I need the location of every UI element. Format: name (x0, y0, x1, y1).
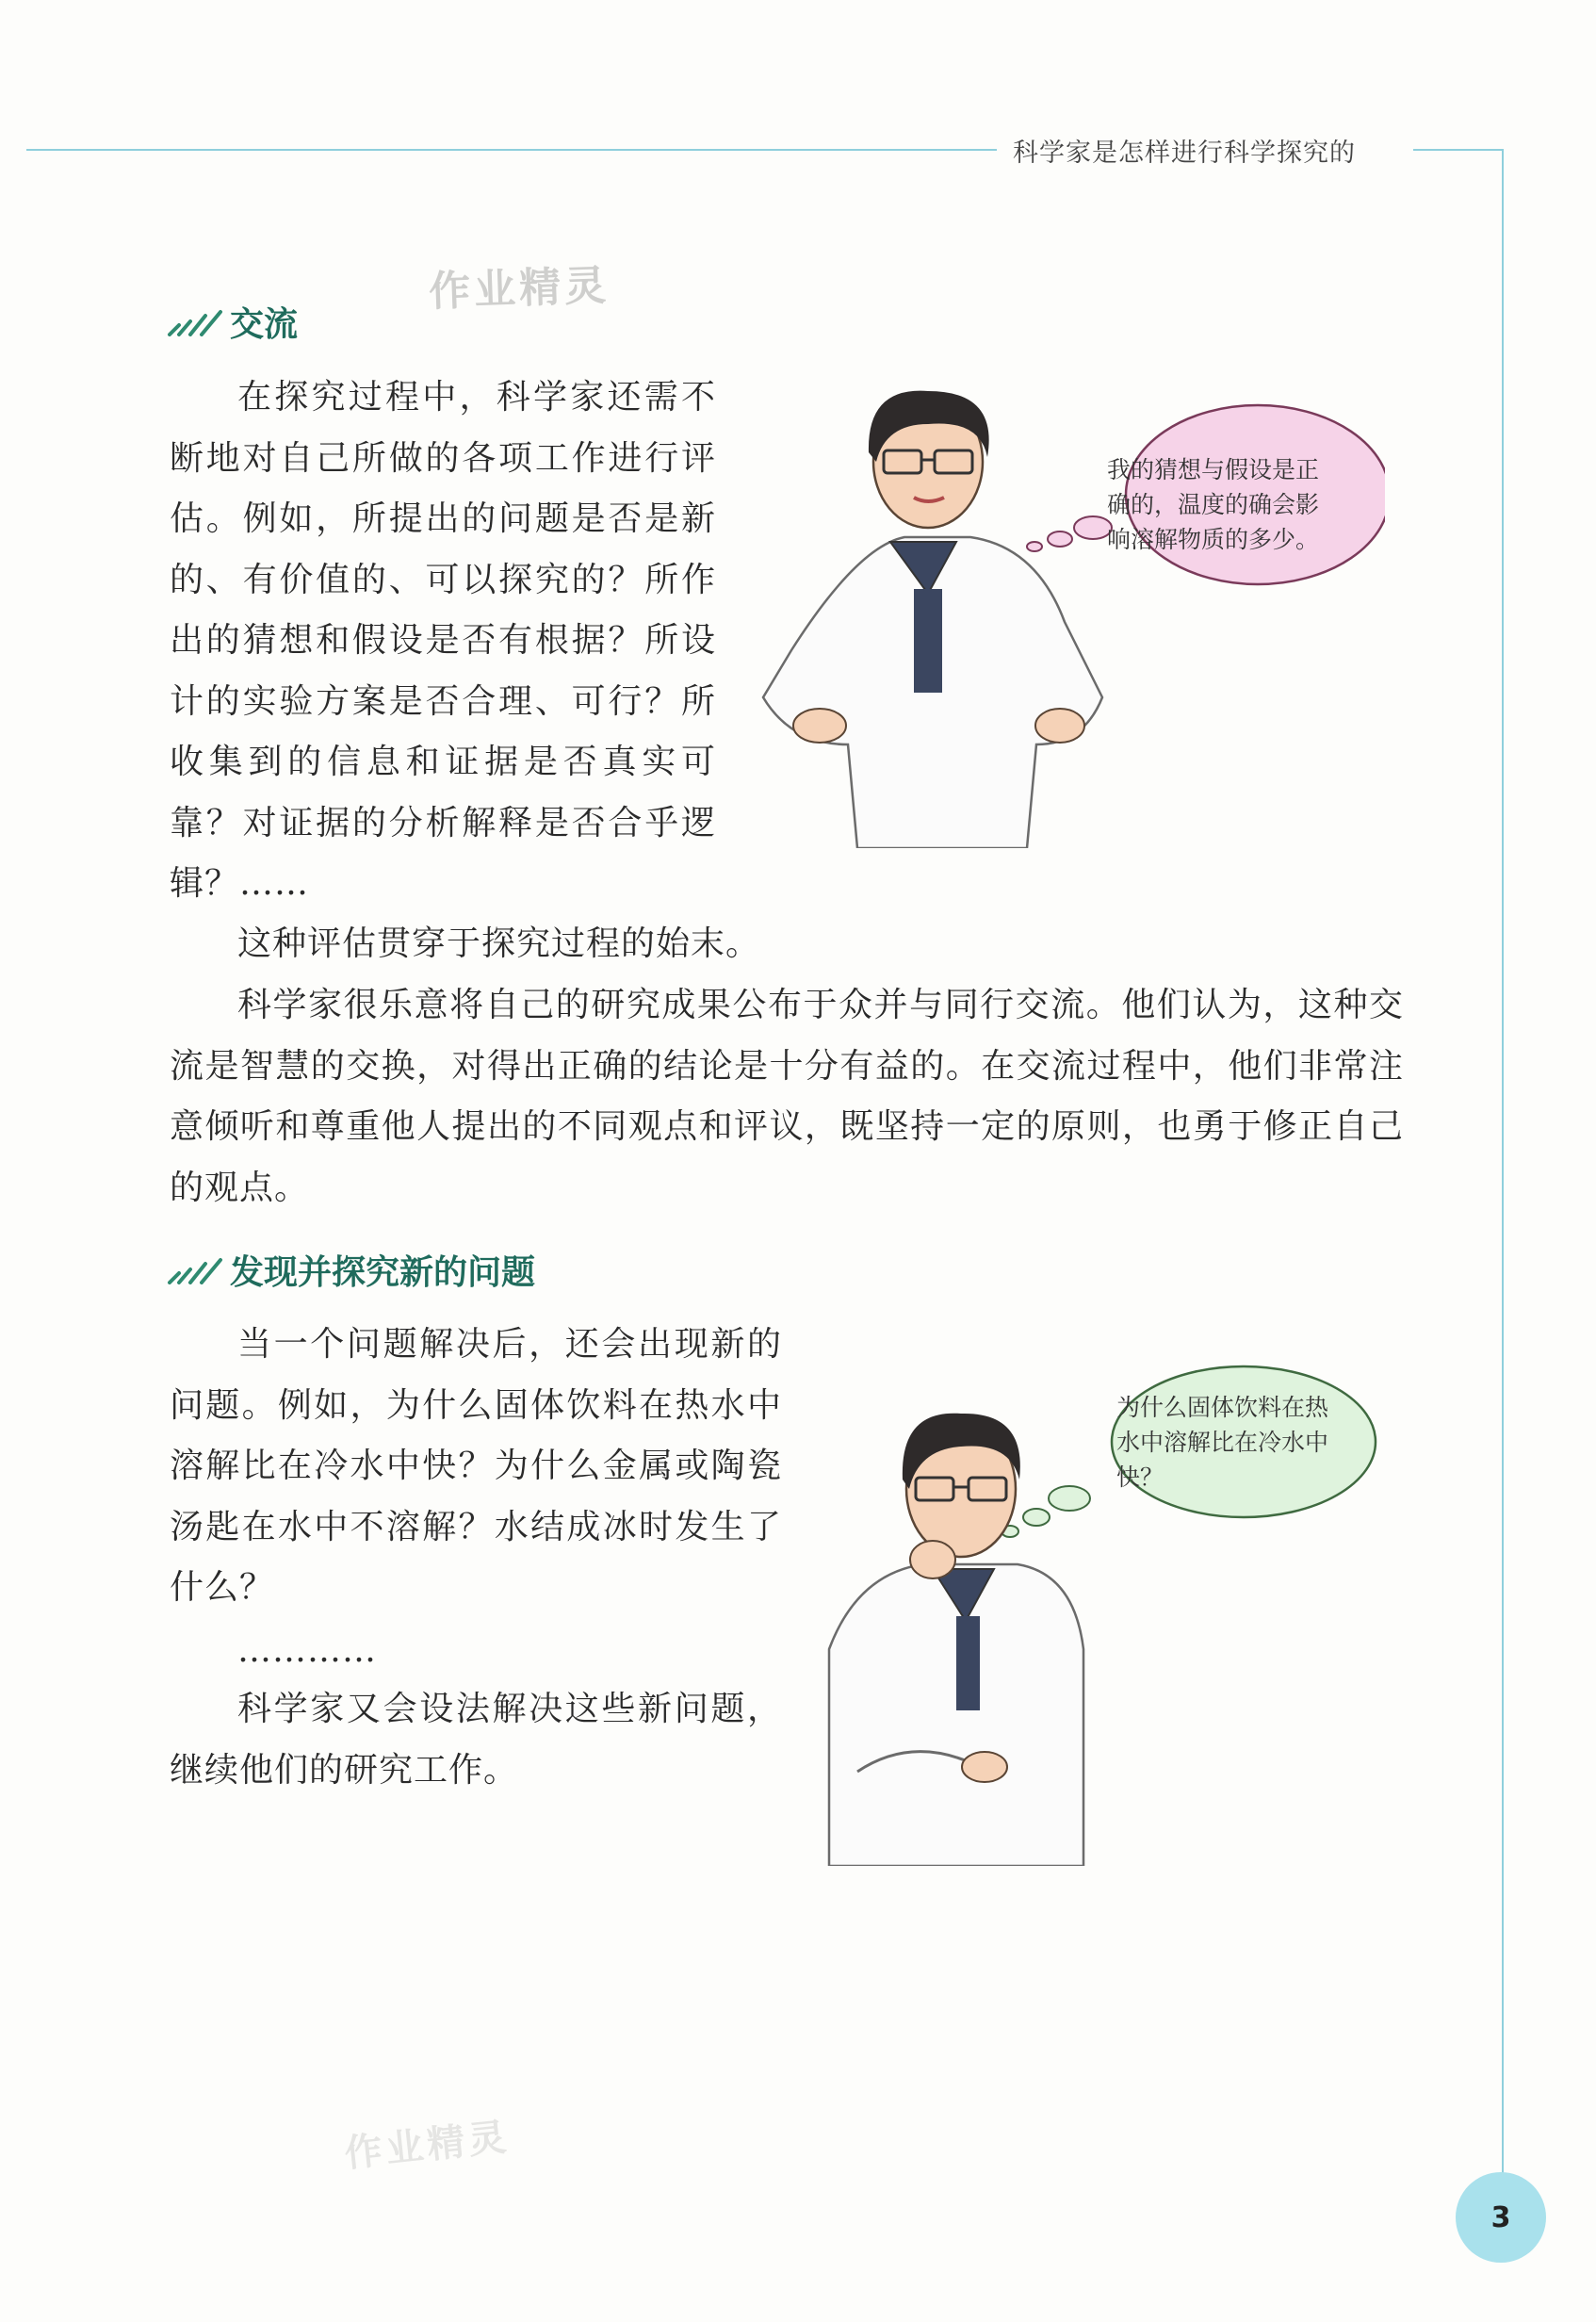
paragraph-continue-research: 科学家又会设法解决这些新问题，继续他们的研究工作。 (170, 1690, 782, 1790)
section-heading-new-questions (166, 1246, 535, 1294)
header-rule-left (26, 149, 997, 151)
watermark-middle: 作业精灵 (342, 2115, 513, 2177)
paragraph-evaluation: 在探究过程中，科学家还需不断地对自己所做的各项工作进行评估。例如，所提出的问题是否是新的、有价值的、可以探究的？所作出的猜想和假设是否有根据？所设计的实验方案是否合理、可行？所收集到的信息和证据是否真实可靠？对证据的分析解释是否合乎逻辑？…… (170, 378, 716, 903)
header-rule-right (1413, 149, 1503, 151)
thought-bubble-text-1: 我的猜想与假设是正确的，温度的确会影响溶解物质的多少。 (1107, 456, 1320, 553)
page-number: 3 (1456, 2172, 1546, 2263)
running-head-title: 科学家是怎样进行科学探究的 (1013, 139, 1356, 168)
section-heading-communication (166, 298, 298, 346)
paragraph-communication: 科学家很乐意将自己的研究成果公布于众并与同行交流。他们认为，这种交流是智慧的交换，对得出正确的结论是十分有益的。在交流过程中，他们非常注意倾听和尊重他人提出的不同观点和评议，既坚持一定的原则，也勇于修正自己的观点。 (170, 986, 1404, 1207)
slash-decoration-icon (166, 308, 224, 336)
paragraph-evaluation-summary: 这种评估贯穿于探究过程的始末。 (237, 924, 761, 963)
slash-decoration-icon (166, 1256, 224, 1284)
page-margin-rule (1502, 149, 1504, 2194)
section-title: 发现并探究新的问题 (230, 1253, 536, 1292)
paragraph-ellipsis: ………… (237, 1631, 377, 1670)
thought-bubble-text-2: 为什么固体饮料在热水中溶解比在冷水中快？ (1116, 1394, 1329, 1491)
watermark-top: 作业精灵 (428, 261, 611, 317)
section-title: 交流 (230, 305, 299, 344)
paragraph-new-questions: 当一个问题解决后，还会出现新的问题。例如，为什么固体饮料在热水中溶解比在冷水中快？为什么金属或陶瓷汤匙在水中不溶解？水结成冰时发生了什么？ (170, 1325, 782, 1607)
